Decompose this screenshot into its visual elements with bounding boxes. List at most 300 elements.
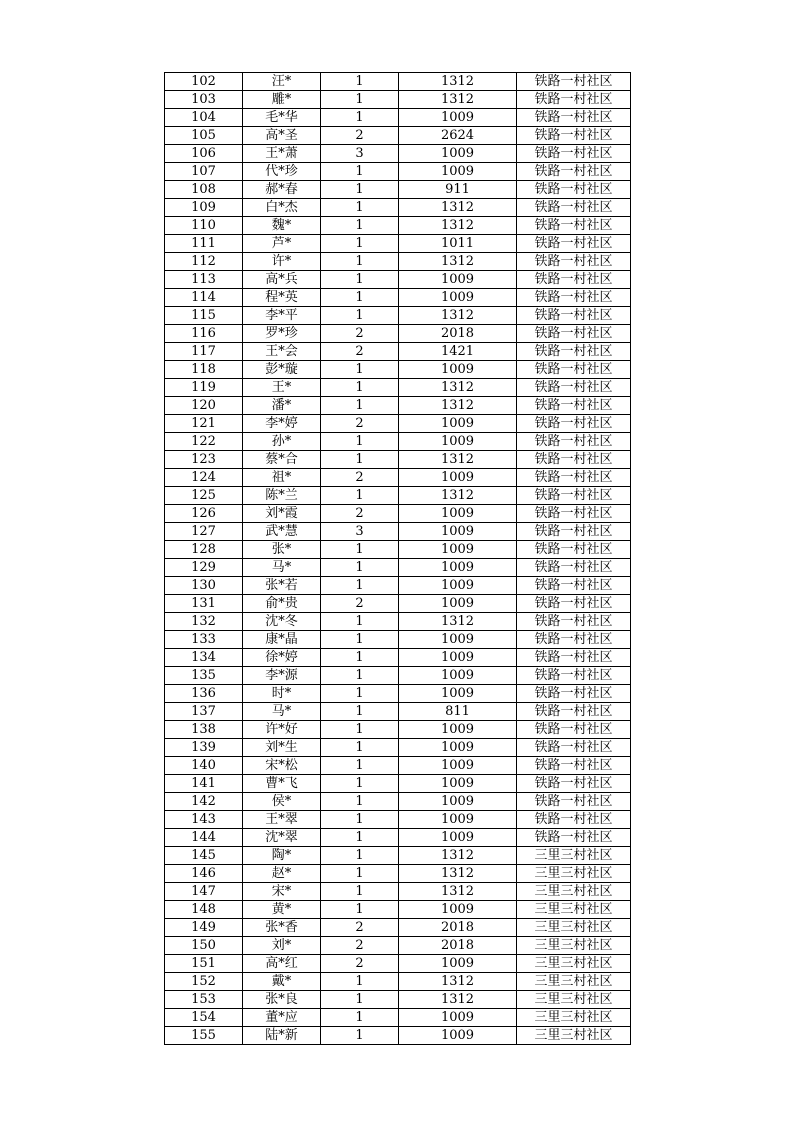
community-cell: 铁路一村社区 bbox=[517, 541, 631, 559]
name-cell: 汪* bbox=[243, 73, 321, 91]
row-number-cell: 138 bbox=[165, 721, 243, 739]
table-row bbox=[165, 667, 631, 685]
community-cell: 铁路一村社区 bbox=[517, 433, 631, 451]
household-count-cell: 1 bbox=[321, 721, 399, 739]
amount-cell: 1009 bbox=[399, 109, 517, 127]
name-cell: 李*源 bbox=[243, 667, 321, 685]
household-count-cell: 1 bbox=[321, 73, 399, 91]
amount-cell: 911 bbox=[399, 181, 517, 199]
community-cell: 三里三村社区 bbox=[517, 973, 631, 991]
household-count-cell: 2 bbox=[321, 919, 399, 937]
amount-cell: 2018 bbox=[399, 919, 517, 937]
community-cell: 铁路一村社区 bbox=[517, 775, 631, 793]
name-cell: 刘*霞 bbox=[243, 505, 321, 523]
community-cell: 铁路一村社区 bbox=[517, 73, 631, 91]
table-row bbox=[165, 325, 631, 343]
household-count-cell: 1 bbox=[321, 181, 399, 199]
community-cell: 三里三村社区 bbox=[517, 1027, 631, 1045]
table-row bbox=[165, 307, 631, 325]
household-count-cell: 1 bbox=[321, 559, 399, 577]
table-row bbox=[165, 253, 631, 271]
name-cell: 王* bbox=[243, 379, 321, 397]
amount-cell: 1312 bbox=[399, 991, 517, 1009]
community-cell: 铁路一村社区 bbox=[517, 487, 631, 505]
row-number-cell: 151 bbox=[165, 955, 243, 973]
household-count-cell: 3 bbox=[321, 523, 399, 541]
row-number-cell: 116 bbox=[165, 325, 243, 343]
row-number-cell: 134 bbox=[165, 649, 243, 667]
table-row bbox=[165, 181, 631, 199]
row-number-cell: 139 bbox=[165, 739, 243, 757]
name-cell: 马* bbox=[243, 703, 321, 721]
household-count-cell: 1 bbox=[321, 541, 399, 559]
name-cell: 沈*翠 bbox=[243, 829, 321, 847]
name-cell: 彭*璇 bbox=[243, 361, 321, 379]
row-number-cell: 144 bbox=[165, 829, 243, 847]
amount-cell: 1009 bbox=[399, 757, 517, 775]
row-number-cell: 140 bbox=[165, 757, 243, 775]
household-count-cell: 2 bbox=[321, 127, 399, 145]
table-row bbox=[165, 577, 631, 595]
community-cell: 铁路一村社区 bbox=[517, 415, 631, 433]
community-cell: 铁路一村社区 bbox=[517, 523, 631, 541]
table-row bbox=[165, 271, 631, 289]
household-count-cell: 1 bbox=[321, 271, 399, 289]
name-cell: 高*兵 bbox=[243, 271, 321, 289]
row-number-cell: 121 bbox=[165, 415, 243, 433]
household-count-cell: 1 bbox=[321, 361, 399, 379]
household-count-cell: 1 bbox=[321, 991, 399, 1009]
table-row bbox=[165, 505, 631, 523]
amount-cell: 1009 bbox=[399, 739, 517, 757]
table-row bbox=[165, 721, 631, 739]
row-number-cell: 108 bbox=[165, 181, 243, 199]
household-count-cell: 1 bbox=[321, 631, 399, 649]
name-cell: 代*珍 bbox=[243, 163, 321, 181]
table-row bbox=[165, 487, 631, 505]
table-row bbox=[165, 847, 631, 865]
name-cell: 宋* bbox=[243, 883, 321, 901]
amount-cell: 1009 bbox=[399, 505, 517, 523]
table-row bbox=[165, 613, 631, 631]
amount-cell: 1009 bbox=[399, 145, 517, 163]
community-cell: 铁路一村社区 bbox=[517, 793, 631, 811]
amount-cell: 1009 bbox=[399, 721, 517, 739]
name-cell: 曹*飞 bbox=[243, 775, 321, 793]
table-row bbox=[165, 109, 631, 127]
name-cell: 王*翠 bbox=[243, 811, 321, 829]
row-number-cell: 123 bbox=[165, 451, 243, 469]
name-cell: 刘*生 bbox=[243, 739, 321, 757]
row-number-cell: 149 bbox=[165, 919, 243, 937]
community-cell: 铁路一村社区 bbox=[517, 325, 631, 343]
name-cell: 李*平 bbox=[243, 307, 321, 325]
amount-cell: 1009 bbox=[399, 559, 517, 577]
table-row bbox=[165, 91, 631, 109]
row-number-cell: 136 bbox=[165, 685, 243, 703]
row-number-cell: 146 bbox=[165, 865, 243, 883]
community-cell: 铁路一村社区 bbox=[517, 685, 631, 703]
table-row bbox=[165, 865, 631, 883]
table-row bbox=[165, 811, 631, 829]
community-cell: 铁路一村社区 bbox=[517, 145, 631, 163]
table-row bbox=[165, 469, 631, 487]
household-count-cell: 1 bbox=[321, 847, 399, 865]
table-row bbox=[165, 991, 631, 1009]
community-cell: 铁路一村社区 bbox=[517, 469, 631, 487]
table-row bbox=[165, 901, 631, 919]
row-number-cell: 152 bbox=[165, 973, 243, 991]
name-cell: 蔡*合 bbox=[243, 451, 321, 469]
community-cell: 铁路一村社区 bbox=[517, 577, 631, 595]
amount-cell: 1312 bbox=[399, 397, 517, 415]
name-cell: 郝*春 bbox=[243, 181, 321, 199]
household-count-cell: 1 bbox=[321, 829, 399, 847]
household-count-cell: 1 bbox=[321, 685, 399, 703]
row-number-cell: 122 bbox=[165, 433, 243, 451]
community-cell: 铁路一村社区 bbox=[517, 253, 631, 271]
row-number-cell: 118 bbox=[165, 361, 243, 379]
household-count-cell: 1 bbox=[321, 757, 399, 775]
amount-cell: 1009 bbox=[399, 955, 517, 973]
amount-cell: 1312 bbox=[399, 847, 517, 865]
household-count-cell: 1 bbox=[321, 901, 399, 919]
amount-cell: 2018 bbox=[399, 325, 517, 343]
table-row bbox=[165, 685, 631, 703]
name-cell: 徐*婷 bbox=[243, 649, 321, 667]
name-cell: 潘* bbox=[243, 397, 321, 415]
row-number-cell: 143 bbox=[165, 811, 243, 829]
name-cell: 康*晶 bbox=[243, 631, 321, 649]
household-count-cell: 1 bbox=[321, 973, 399, 991]
name-cell: 张*良 bbox=[243, 991, 321, 1009]
row-number-cell: 112 bbox=[165, 253, 243, 271]
community-cell: 铁路一村社区 bbox=[517, 91, 631, 109]
name-cell: 王*萧 bbox=[243, 145, 321, 163]
row-number-cell: 129 bbox=[165, 559, 243, 577]
amount-cell: 1009 bbox=[399, 685, 517, 703]
table-row bbox=[165, 775, 631, 793]
name-cell: 沈*冬 bbox=[243, 613, 321, 631]
household-count-cell: 1 bbox=[321, 775, 399, 793]
community-cell: 铁路一村社区 bbox=[517, 613, 631, 631]
community-cell: 铁路一村社区 bbox=[517, 217, 631, 235]
row-number-cell: 110 bbox=[165, 217, 243, 235]
table-row bbox=[165, 1027, 631, 1045]
amount-cell: 1009 bbox=[399, 811, 517, 829]
row-number-cell: 150 bbox=[165, 937, 243, 955]
community-cell: 三里三村社区 bbox=[517, 991, 631, 1009]
row-number-cell: 119 bbox=[165, 379, 243, 397]
household-count-cell: 1 bbox=[321, 487, 399, 505]
community-cell: 铁路一村社区 bbox=[517, 505, 631, 523]
table-row bbox=[165, 919, 631, 937]
household-count-cell: 1 bbox=[321, 865, 399, 883]
household-count-cell: 2 bbox=[321, 469, 399, 487]
household-count-cell: 1 bbox=[321, 253, 399, 271]
name-cell: 陆*新 bbox=[243, 1027, 321, 1045]
amount-cell: 1312 bbox=[399, 883, 517, 901]
name-cell: 孙* bbox=[243, 433, 321, 451]
amount-cell: 1312 bbox=[399, 253, 517, 271]
table-row bbox=[165, 703, 631, 721]
row-number-cell: 120 bbox=[165, 397, 243, 415]
household-count-cell: 1 bbox=[321, 649, 399, 667]
amount-cell: 1009 bbox=[399, 775, 517, 793]
amount-cell: 1312 bbox=[399, 91, 517, 109]
community-cell: 铁路一村社区 bbox=[517, 199, 631, 217]
household-count-cell: 2 bbox=[321, 343, 399, 361]
household-count-cell: 1 bbox=[321, 289, 399, 307]
row-number-cell: 131 bbox=[165, 595, 243, 613]
household-count-cell: 2 bbox=[321, 415, 399, 433]
household-count-cell: 1 bbox=[321, 703, 399, 721]
row-number-cell: 102 bbox=[165, 73, 243, 91]
table-row bbox=[165, 595, 631, 613]
name-cell: 武*慧 bbox=[243, 523, 321, 541]
table-row bbox=[165, 523, 631, 541]
row-number-cell: 125 bbox=[165, 487, 243, 505]
name-cell: 许* bbox=[243, 253, 321, 271]
community-cell: 铁路一村社区 bbox=[517, 361, 631, 379]
community-cell: 铁路一村社区 bbox=[517, 109, 631, 127]
household-count-cell: 1 bbox=[321, 811, 399, 829]
community-cell: 铁路一村社区 bbox=[517, 379, 631, 397]
household-count-cell: 1 bbox=[321, 91, 399, 109]
row-number-cell: 128 bbox=[165, 541, 243, 559]
name-cell: 魏* bbox=[243, 217, 321, 235]
community-cell: 铁路一村社区 bbox=[517, 397, 631, 415]
household-count-cell: 3 bbox=[321, 145, 399, 163]
name-cell: 雕* bbox=[243, 91, 321, 109]
amount-cell: 1312 bbox=[399, 451, 517, 469]
community-cell: 铁路一村社区 bbox=[517, 559, 631, 577]
row-number-cell: 106 bbox=[165, 145, 243, 163]
table-row bbox=[165, 415, 631, 433]
row-number-cell: 111 bbox=[165, 235, 243, 253]
table-row bbox=[165, 757, 631, 775]
amount-cell: 1011 bbox=[399, 235, 517, 253]
household-count-cell: 1 bbox=[321, 451, 399, 469]
name-cell: 戴* bbox=[243, 973, 321, 991]
row-number-cell: 115 bbox=[165, 307, 243, 325]
household-count-cell: 1 bbox=[321, 235, 399, 253]
amount-cell: 1312 bbox=[399, 307, 517, 325]
name-cell: 张* bbox=[243, 541, 321, 559]
row-number-cell: 127 bbox=[165, 523, 243, 541]
name-cell: 时* bbox=[243, 685, 321, 703]
community-cell: 铁路一村社区 bbox=[517, 757, 631, 775]
amount-cell: 1009 bbox=[399, 541, 517, 559]
amount-cell: 1009 bbox=[399, 289, 517, 307]
row-number-cell: 113 bbox=[165, 271, 243, 289]
amount-cell: 1009 bbox=[399, 649, 517, 667]
amount-cell: 1009 bbox=[399, 667, 517, 685]
community-cell: 铁路一村社区 bbox=[517, 181, 631, 199]
row-number-cell: 147 bbox=[165, 883, 243, 901]
household-count-cell: 2 bbox=[321, 505, 399, 523]
name-cell: 祖* bbox=[243, 469, 321, 487]
household-count-cell: 1 bbox=[321, 433, 399, 451]
name-cell: 毛*华 bbox=[243, 109, 321, 127]
table-row bbox=[165, 73, 631, 91]
table-row bbox=[165, 649, 631, 667]
row-number-cell: 109 bbox=[165, 199, 243, 217]
amount-cell: 1312 bbox=[399, 865, 517, 883]
table-row bbox=[165, 541, 631, 559]
community-cell: 铁路一村社区 bbox=[517, 235, 631, 253]
household-count-cell: 1 bbox=[321, 793, 399, 811]
name-cell: 李*婷 bbox=[243, 415, 321, 433]
community-cell: 铁路一村社区 bbox=[517, 631, 631, 649]
table-row bbox=[165, 127, 631, 145]
roster-table bbox=[164, 72, 631, 1045]
row-number-cell: 141 bbox=[165, 775, 243, 793]
row-number-cell: 155 bbox=[165, 1027, 243, 1045]
row-number-cell: 142 bbox=[165, 793, 243, 811]
community-cell: 铁路一村社区 bbox=[517, 163, 631, 181]
household-count-cell: 1 bbox=[321, 307, 399, 325]
table-row bbox=[165, 361, 631, 379]
name-cell: 董*应 bbox=[243, 1009, 321, 1027]
table-row bbox=[165, 379, 631, 397]
amount-cell: 1009 bbox=[399, 469, 517, 487]
table-row bbox=[165, 289, 631, 307]
row-number-cell: 145 bbox=[165, 847, 243, 865]
community-cell: 三里三村社区 bbox=[517, 937, 631, 955]
community-cell: 三里三村社区 bbox=[517, 1009, 631, 1027]
table-row bbox=[165, 145, 631, 163]
amount-cell: 1009 bbox=[399, 1027, 517, 1045]
amount-cell: 1009 bbox=[399, 595, 517, 613]
name-cell: 俞*贵 bbox=[243, 595, 321, 613]
community-cell: 三里三村社区 bbox=[517, 955, 631, 973]
amount-cell: 1312 bbox=[399, 217, 517, 235]
table-row bbox=[165, 433, 631, 451]
household-count-cell: 1 bbox=[321, 109, 399, 127]
table-row bbox=[165, 163, 631, 181]
row-number-cell: 124 bbox=[165, 469, 243, 487]
table-row bbox=[165, 973, 631, 991]
name-cell: 陈*兰 bbox=[243, 487, 321, 505]
household-count-cell: 1 bbox=[321, 199, 399, 217]
community-cell: 铁路一村社区 bbox=[517, 127, 631, 145]
household-count-cell: 2 bbox=[321, 325, 399, 343]
row-number-cell: 133 bbox=[165, 631, 243, 649]
household-count-cell: 2 bbox=[321, 955, 399, 973]
table-row bbox=[165, 397, 631, 415]
table-row bbox=[165, 451, 631, 469]
amount-cell: 1009 bbox=[399, 829, 517, 847]
name-cell: 高*红 bbox=[243, 955, 321, 973]
community-cell: 铁路一村社区 bbox=[517, 595, 631, 613]
household-count-cell: 1 bbox=[321, 1027, 399, 1045]
row-number-cell: 107 bbox=[165, 163, 243, 181]
household-count-cell: 1 bbox=[321, 397, 399, 415]
name-cell: 高*圣 bbox=[243, 127, 321, 145]
community-cell: 三里三村社区 bbox=[517, 919, 631, 937]
row-number-cell: 103 bbox=[165, 91, 243, 109]
community-cell: 铁路一村社区 bbox=[517, 451, 631, 469]
name-cell: 罗*珍 bbox=[243, 325, 321, 343]
row-number-cell: 153 bbox=[165, 991, 243, 1009]
household-count-cell: 1 bbox=[321, 613, 399, 631]
table-row bbox=[165, 829, 631, 847]
community-cell: 铁路一村社区 bbox=[517, 721, 631, 739]
household-count-cell: 2 bbox=[321, 937, 399, 955]
amount-cell: 1312 bbox=[399, 487, 517, 505]
community-cell: 铁路一村社区 bbox=[517, 289, 631, 307]
household-count-cell: 1 bbox=[321, 739, 399, 757]
community-cell: 铁路一村社区 bbox=[517, 829, 631, 847]
row-number-cell: 137 bbox=[165, 703, 243, 721]
row-number-cell: 154 bbox=[165, 1009, 243, 1027]
community-cell: 三里三村社区 bbox=[517, 865, 631, 883]
row-number-cell: 135 bbox=[165, 667, 243, 685]
amount-cell: 1009 bbox=[399, 631, 517, 649]
amount-cell: 1312 bbox=[399, 973, 517, 991]
community-cell: 三里三村社区 bbox=[517, 883, 631, 901]
amount-cell: 1312 bbox=[399, 73, 517, 91]
table-row bbox=[165, 631, 631, 649]
community-cell: 三里三村社区 bbox=[517, 847, 631, 865]
row-number-cell: 130 bbox=[165, 577, 243, 595]
row-number-cell: 104 bbox=[165, 109, 243, 127]
table-row bbox=[165, 199, 631, 217]
community-cell: 铁路一村社区 bbox=[517, 649, 631, 667]
amount-cell: 1312 bbox=[399, 199, 517, 217]
roster-table-body bbox=[165, 73, 631, 1045]
table-row bbox=[165, 559, 631, 577]
table-row bbox=[165, 955, 631, 973]
amount-cell: 1009 bbox=[399, 523, 517, 541]
amount-cell: 1009 bbox=[399, 577, 517, 595]
community-cell: 铁路一村社区 bbox=[517, 811, 631, 829]
table-row bbox=[165, 217, 631, 235]
name-cell: 芦* bbox=[243, 235, 321, 253]
amount-cell: 1009 bbox=[399, 793, 517, 811]
name-cell: 刘* bbox=[243, 937, 321, 955]
amount-cell: 1009 bbox=[399, 163, 517, 181]
row-number-cell: 114 bbox=[165, 289, 243, 307]
name-cell: 白*杰 bbox=[243, 199, 321, 217]
name-cell: 张*若 bbox=[243, 577, 321, 595]
community-cell: 铁路一村社区 bbox=[517, 667, 631, 685]
name-cell: 宋*松 bbox=[243, 757, 321, 775]
table-row bbox=[165, 937, 631, 955]
table-row bbox=[165, 235, 631, 253]
amount-cell: 1009 bbox=[399, 901, 517, 919]
household-count-cell: 1 bbox=[321, 217, 399, 235]
name-cell: 陶* bbox=[243, 847, 321, 865]
household-count-cell: 1 bbox=[321, 667, 399, 685]
row-number-cell: 148 bbox=[165, 901, 243, 919]
amount-cell: 1312 bbox=[399, 379, 517, 397]
amount-cell: 1009 bbox=[399, 361, 517, 379]
row-number-cell: 117 bbox=[165, 343, 243, 361]
amount-cell: 1421 bbox=[399, 343, 517, 361]
household-count-cell: 2 bbox=[321, 595, 399, 613]
name-cell: 程*英 bbox=[243, 289, 321, 307]
household-count-cell: 1 bbox=[321, 883, 399, 901]
amount-cell: 1312 bbox=[399, 613, 517, 631]
amount-cell: 1009 bbox=[399, 433, 517, 451]
amount-cell: 811 bbox=[399, 703, 517, 721]
name-cell: 侯* bbox=[243, 793, 321, 811]
household-count-cell: 1 bbox=[321, 379, 399, 397]
name-cell: 王*会 bbox=[243, 343, 321, 361]
community-cell: 铁路一村社区 bbox=[517, 703, 631, 721]
